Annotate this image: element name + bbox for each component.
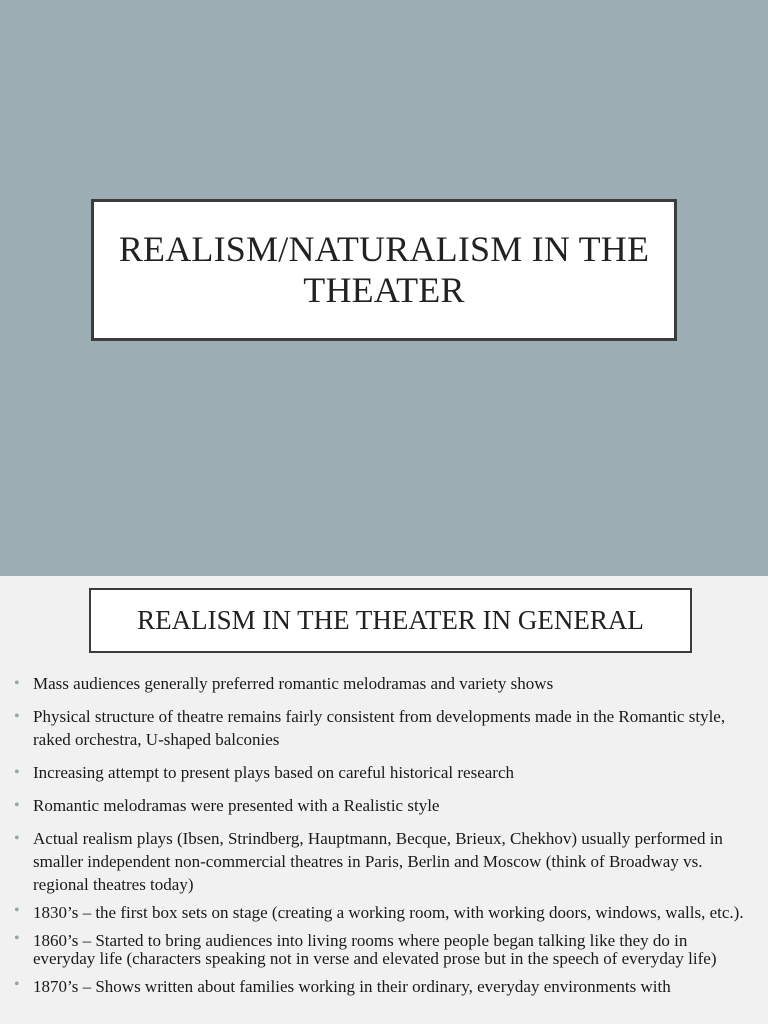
bullet-list xyxy=(0,672,768,996)
bullet-marker-icon: • xyxy=(14,902,20,919)
slide-heading: REALISM IN THE THEATER IN GENERAL xyxy=(137,605,644,635)
content-slide xyxy=(0,576,768,1024)
bullet-item xyxy=(0,827,768,896)
bullet-text: Physical structure of theatre remains fairly consistent from developments made in the Romantic style, raked orchestra, U-shaped balconies xyxy=(33,707,726,749)
bullet-text: 1830’s – the first box sets on stage (creating a working room, with working doors, windows, walls, etc.). xyxy=(33,903,744,922)
bullet-item xyxy=(0,932,768,968)
bullet-item xyxy=(0,904,768,922)
bullet-item xyxy=(0,761,768,784)
bullet-marker-icon: • xyxy=(14,675,20,692)
bullet-text: Mass audiences generally preferred romantic melodramas and variety shows xyxy=(33,674,554,693)
bullet-marker-icon: • xyxy=(14,797,20,814)
bullet-text: 1860’s – Started to bring audiences into living rooms where people began talking like they do in everyday life (characters speaking not in verse and elevated prose but in the speech of everyday life) xyxy=(33,931,717,968)
bullet-item xyxy=(0,978,768,996)
slide-title: REALISM/NATURALISM IN THE THEATER xyxy=(118,229,650,310)
bullet-marker-icon: • xyxy=(14,830,20,847)
bullet-marker-icon: • xyxy=(14,930,20,947)
bullet-marker-icon: • xyxy=(14,764,20,781)
bullet-text: Increasing attempt to present plays based on careful historical research xyxy=(33,763,514,782)
title-box xyxy=(91,199,677,341)
bullet-marker-icon: • xyxy=(14,976,20,993)
bullet-text: 1870’s – Shows written about families working in their ordinary, everyday environments with xyxy=(33,977,671,996)
bullet-text: Romantic melodramas were presented with a Realistic style xyxy=(33,796,440,815)
heading-box xyxy=(89,588,692,653)
bullet-item xyxy=(0,705,768,751)
bullet-item xyxy=(0,672,768,695)
bullet-text: Actual realism plays (Ibsen, Strindberg, Hauptmann, Becque, Brieux, Chekhov) usually performed in smaller independent non-commercial theatres in Paris, Berlin and Moscow (think of Broadway vs. regional theatres today) xyxy=(33,829,723,894)
bullet-marker-icon: • xyxy=(14,708,20,725)
bullet-item xyxy=(0,794,768,817)
